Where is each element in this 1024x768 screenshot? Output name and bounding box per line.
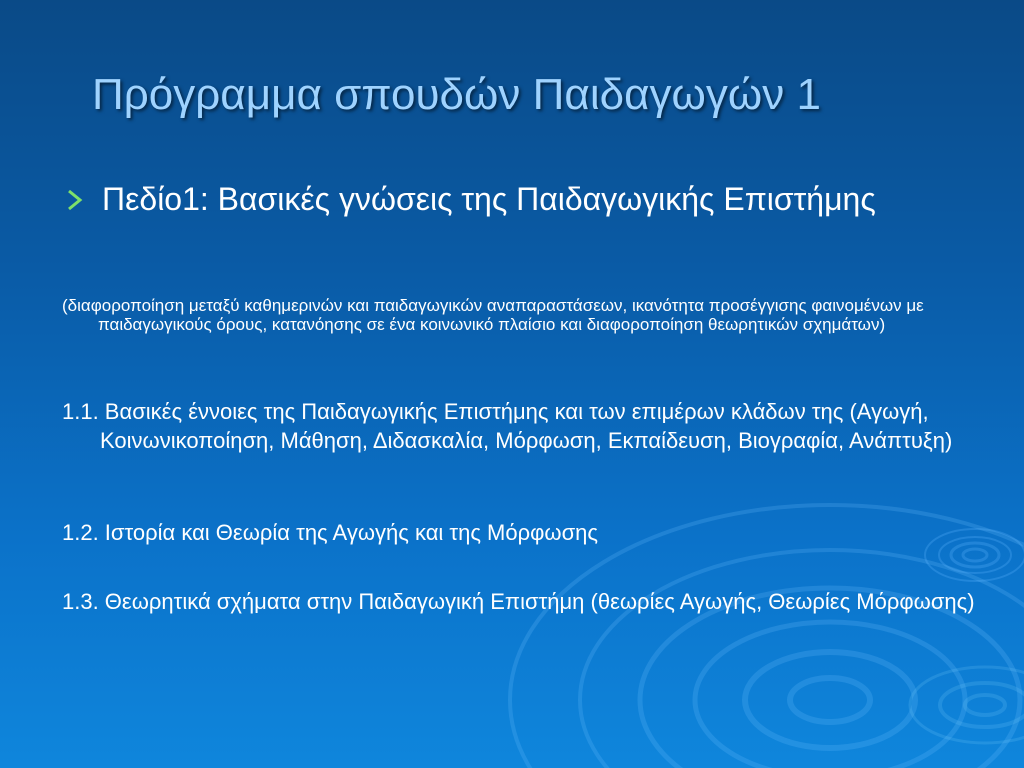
slide-title: Πρόγραμμα σπουδών Παιδαγωγών 1 [92, 70, 821, 119]
arrow-right-icon [64, 188, 88, 212]
field-description: (διαφοροποίηση μεταξύ καθημερινών και παιδαγωγικών αναπαραστάσεων, ικανότητα προσέγγισης φαινομένων με παιδαγωγικούς όρους, κατανόησης σε ένα κοινωνικό πλαίσιο και διαφοροποίηση θεωρητικών σχημάτων) [62, 296, 924, 334]
bullet-point [64, 180, 964, 218]
list-item-1-2: 1.2. Ιστορία και Θεωρία της Αγωγής και της Μόρφωσης [62, 520, 598, 545]
list-item-1-3: 1.3. Θεωρητικά σχήματα στην Παιδαγωγική Επιστήμη (θεωρίες Αγωγής, Θεωρίες Μόρφωσης) [62, 589, 975, 614]
bullet-text: Πεδίο1: Βασικές γνώσεις της Παιδαγωγικής Επιστήμης [102, 181, 876, 217]
list-item-1-1: 1.1. Βασικές έννοιες της Παιδαγωγικής Επιστήμης και των επιμέρων κλάδων της (Αγωγή, Κοινωνικοποίηση, Μάθηση, Διδασκαλία, Μόρφωση, Εκπαίδευση, Βιογραφία, Ανάπτυξη) [62, 399, 953, 453]
